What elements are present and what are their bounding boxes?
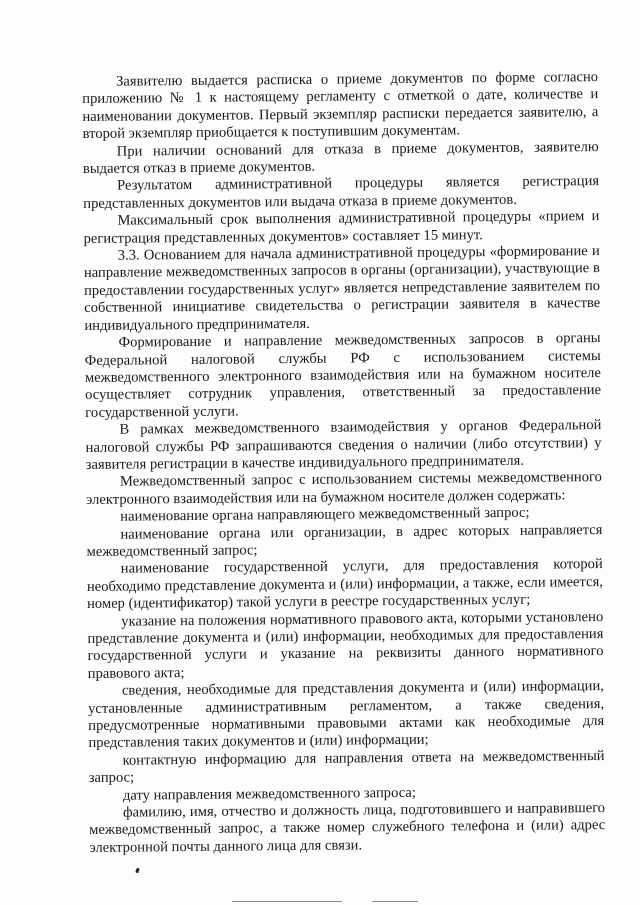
scan-edge-line-right — [372, 901, 418, 902]
paragraph-procedure-result: Результатом административной процедуры является регистрация представленных документов или выдача отказа в приеме документов. — [83, 173, 600, 212]
paragraph-request-contents-intro: Межведомственный запрос с использованием системы межведомственного электронного взаимодействия или на бумажном носителе должен содержать: — [86, 469, 602, 508]
list-item-recipient-body: наименование органа или организации, в адрес которых направляется межведомственный запрос; — [86, 521, 603, 560]
paragraph-max-duration: Максимальный срок выполнения административной процедуры «прием и регистрация представленных документов» составляет 15 минут. — [83, 208, 600, 247]
list-item-service-name: наименование государственной услуги, для предоставления которой необходимо представление документа и (или) информации, а также, если имеется, номер (идентификатор) такой услуги в реестре государственных услуг; — [86, 556, 603, 613]
list-item-contact-info: контактную информацию для направления ответа на межведомственный запрос; — [88, 747, 605, 787]
list-item-required-info: сведения, необходимые для представления документа и (или) информации, установленные административным регламентом, а также сведения, предусмотренные нормативными правовыми актами как необходимые для представления таких документов и (или) информации; — [88, 678, 605, 752]
list-item-responsible-person: фамилию, имя, отчество и должность лица, подготовившего и направившего межведомственный запрос, а также номер служебного телефона и (или) адрес электронной почты данного лица для связи. — [89, 800, 606, 856]
paragraph-refusal-grounds: При наличии оснований для отказа в приеме документов, заявителю выдается отказ в приеме документов. — [82, 138, 599, 178]
paragraph-section-3-3: 3.3. Основанием для начала административной процедуры «формирование и направление межведомственных запросов в органы (организации), участвующие в предоставлении государственных услуг» является непредставление заявителем по собственной инициативе свидетельства о регистрации заявителя в качестве индивидуального предпринимателя. — [83, 243, 601, 334]
scan-speck — [135, 868, 140, 874]
paragraph-interagency-scope: В рамках межведомственного взаимодействия у органов Федеральной налоговой службы РФ запрашиваются сведения о наличии (либо отсутствии) у заявителя регистрации в качестве индивидуального предпринимателя. — [85, 417, 602, 473]
document-body — [82, 69, 605, 857]
scan-edge-line-left — [232, 901, 342, 902]
list-item-legal-act: указание на положения нормативного правового акта, которыми установлено представление документа и (или) информации, необходимых для предоставления государственной услуги и указание на реквизиты данного нормативного правового акта; — [87, 608, 604, 682]
list-item-requesting-body: наименование органа направляющего межведомственный запрос; — [120, 504, 530, 525]
list-item-request-date: дату направления межведомственного запроса; — [122, 784, 416, 804]
paragraph-request-formation: Формирование и направление межведомственных запросов в органы Федеральной налоговой службы РФ с использованием системы межведомственного электронного взаимодействия или на бумажном носителе осуществляет сотрудник управления, ответственный за предоставление государственной услуги. — [84, 330, 602, 421]
paragraph-receipt: Заявителю выдается расписка о приеме документов по форме согласно приложению № 1 к настоящему регламенту с отметкой о дате, количестве и наименовании документов. Первый экземпляр расписки передается заявителю, а второй экземпляр приобщается к поступившим документам. — [82, 69, 599, 143]
